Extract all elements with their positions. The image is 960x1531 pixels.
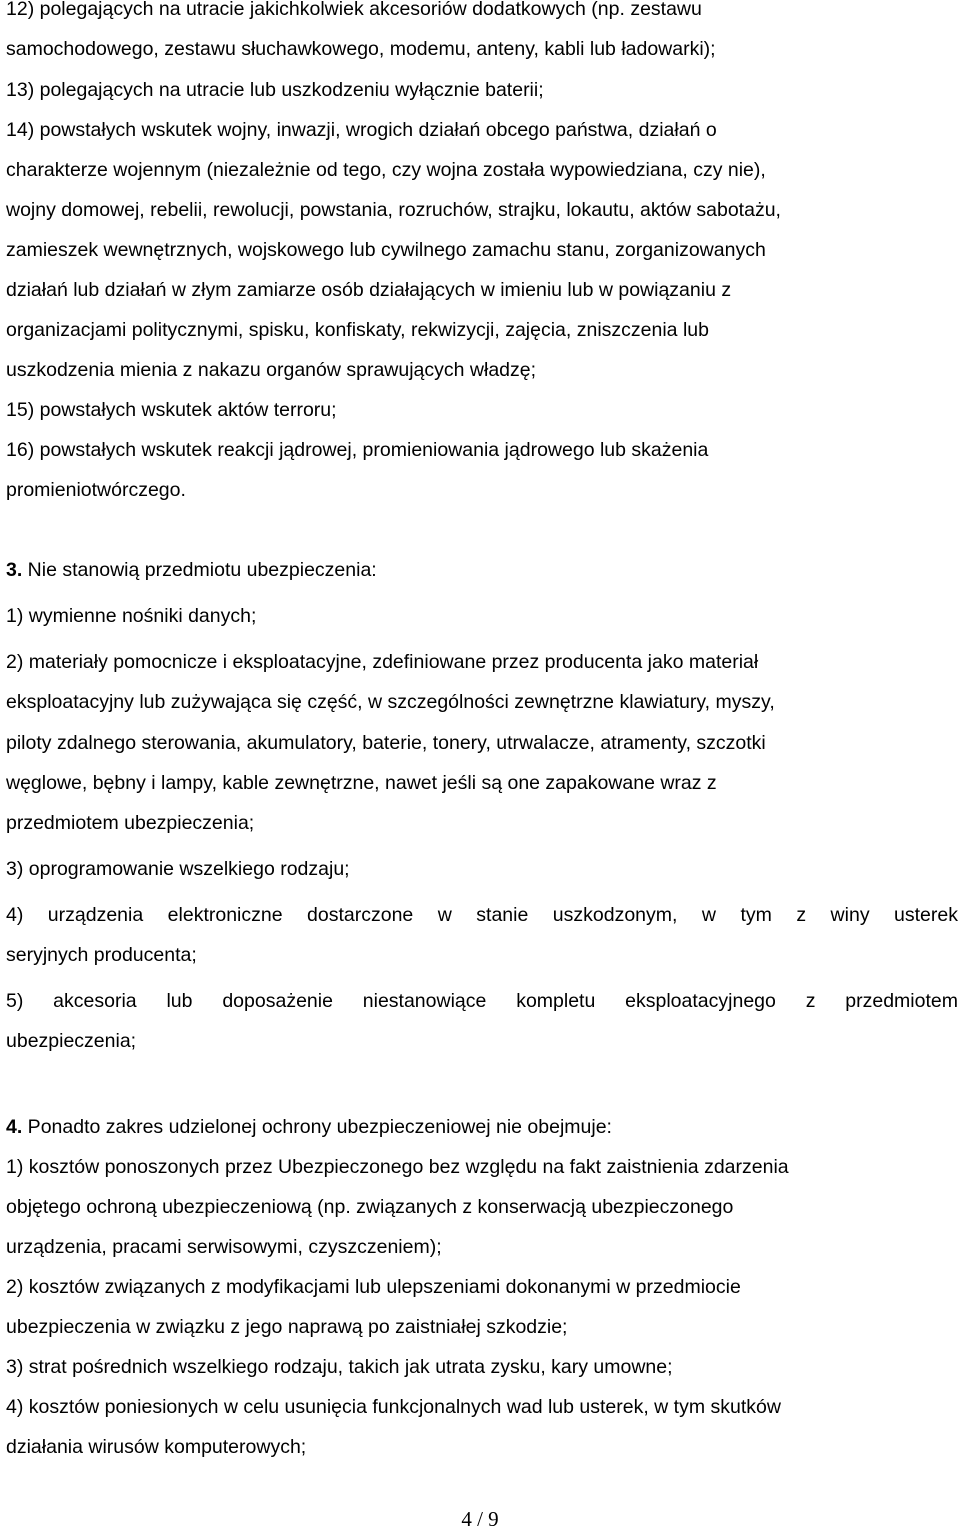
text-line: 15) powstałych wskutek aktów terroru;: [6, 399, 337, 421]
text-line: objętego ochroną ubezpieczeniową (np. związanych z konserwacją ubezpieczonego: [6, 1196, 734, 1218]
text-line: charakterze wojennym (niezależnie od tego, czy wojna została wypowiedziana, czy nie),: [6, 159, 766, 181]
text-line: 4) kosztów poniesionych w celu usunięcia funkcjonalnych wad lub usterek, w tym skutków: [6, 1396, 781, 1418]
text-line: uszkodzenia mienia z nakazu organów sprawujących władzę;: [6, 359, 537, 381]
section-number: 3.: [6, 559, 23, 581]
text-line: węglowe, bębny i lampy, kable zewnętrzne, nawet jeśli są one zapakowane wraz z: [6, 772, 717, 794]
text-line: wojny domowej, rebelii, rewolucji, powstania, rozruchów, strajku, lokautu, aktów sabotażu,: [6, 199, 781, 221]
text-line: działania wirusów komputerowych;: [6, 1436, 307, 1458]
text-line: samochodowego, zestawu słuchawkowego, modemu, anteny, kabli lub ładowarki);: [6, 38, 716, 60]
text-line: promieniotwórczego.: [6, 479, 186, 501]
text-line: 5) akcesoria lub doposażenie niestanowiące kompletu eksploatacyjnego z przedmiotem: [6, 990, 958, 1012]
text-line: 4) urządzenia elektroniczne dostarczone w stanie uszkodzonym, w tym z winy usterek: [6, 904, 958, 926]
page-number: 4 / 9: [461, 1507, 499, 1531]
text-line: 14) powstałych wskutek wojny, inwazji, wrogich działań obcego państwa, działań o: [6, 119, 717, 141]
text-line: 3) oprogramowanie wszelkiego rodzaju;: [6, 858, 350, 880]
text-line: 2) materiały pomocnicze i eksploatacyjne, zdefiniowane przez producenta jako materiał: [6, 651, 759, 673]
text-line: 3) strat pośrednich wszelkiego rodzaju, takich jak utrata zysku, kary umowne;: [6, 1356, 673, 1378]
text-line: ubezpieczenia w związku z jego naprawą po zaistniałej szkodzie;: [6, 1316, 568, 1338]
section-number: 4.: [6, 1116, 23, 1138]
text-line: zamieszek wewnętrznych, wojskowego lub cywilnego zamachu stanu, zorganizowanych: [6, 239, 766, 261]
section-heading-text: Nie stanowią przedmiotu ubezpieczenia:: [22, 559, 377, 581]
text-line: 2) kosztów związanych z modyfikacjami lub ulepszeniami dokonanymi w przedmiocie: [6, 1276, 741, 1298]
text-line: piloty zdalnego sterowania, akumulatory, baterie, tonery, utrwalacze, atramenty, szczotki: [6, 732, 766, 754]
text-line: 1) wymienne nośniki danych;: [6, 605, 257, 627]
text-line: działań lub działań w złym zamiarze osób działających w imieniu lub w powiązaniu z: [6, 279, 732, 301]
section-heading-text: Ponadto zakres udzielonej ochrony ubezpieczeniowej nie obejmuje:: [22, 1116, 612, 1138]
section-heading: [6, 558, 377, 582]
text-line: ubezpieczenia;: [6, 1030, 137, 1052]
text-line: przedmiotem ubezpieczenia;: [6, 812, 255, 834]
text-line: 16) powstałych wskutek reakcji jądrowej, promieniowania jądrowego lub skażenia: [6, 439, 709, 461]
section-heading: [6, 1115, 612, 1139]
text-line: urządzenia, pracami serwisowymi, czyszczeniem);: [6, 1236, 442, 1258]
text-line: seryjnych producenta;: [6, 944, 197, 966]
text-line: organizacjami politycznymi, spisku, konfiskaty, rekwizycji, zajęcia, zniszczenia lub: [6, 319, 709, 341]
text-line: 1) kosztów ponoszonych przez Ubezpieczonego bez względu na fakt zaistnienia zdarzenia: [6, 1156, 789, 1178]
text-line: 12) polegających na utracie jakichkolwiek akcesoriów dodatkowych (np. zestawu: [6, 0, 702, 20]
text-line: 13) polegających na utracie lub uszkodzeniu wyłącznie baterii;: [6, 79, 544, 101]
text-line: eksploatacyjny lub zużywająca się część, w szczególności zewnętrzne klawiatury, myszy,: [6, 691, 775, 713]
